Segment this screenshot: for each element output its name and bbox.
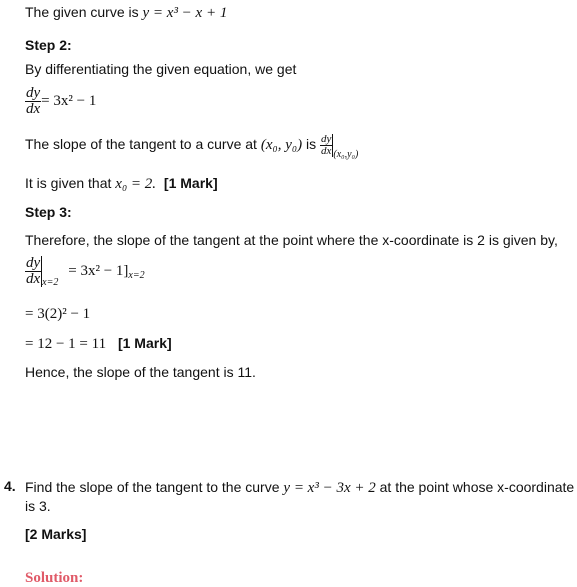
derivative-equation (25, 86, 96, 117)
given-curve-line (25, 3, 227, 22)
x0-value: x₀ = 2. (115, 176, 157, 192)
evaluated-rhs: = 3x² − 1] (68, 263, 129, 280)
therefore-text: Therefore, the slope of the tangent at the point where the x-coordinate is 2 is given by, (25, 232, 558, 248)
fraction-numerator: dy (320, 133, 332, 145)
given-curve-text: The given curve is (25, 4, 143, 20)
dy-dx-fraction (25, 86, 41, 117)
result-equation: = 12 − 1 = 11 (25, 336, 107, 352)
fraction-denominator: dx (320, 145, 332, 157)
fraction-denominator: dx (26, 271, 41, 287)
question-marks: [2 Marks] (25, 526, 87, 542)
differentiate-text: By differentiating the given equation, we get (25, 61, 297, 77)
given-curve-equation: y = x³ − x + 1 (142, 5, 228, 21)
fraction-numerator: dy (26, 255, 41, 271)
substitution-line: = 3(2)² − 1 (25, 306, 91, 322)
derivative-rhs: = 3x² − 1 (41, 93, 97, 110)
solution-heading: Solution: (25, 570, 84, 586)
mark-badge: [1 Mark] (163, 175, 218, 191)
step-3-heading: Step 3: (25, 204, 72, 220)
is-word: is (302, 136, 320, 153)
fraction-denominator: dx (26, 101, 41, 117)
x-equals-2-subscript: x=2 (42, 277, 59, 289)
dy-dx-small-fraction (320, 134, 333, 157)
question-text-line-1 (25, 478, 574, 497)
question-curve-equation: y = x³ − 3x + 2 (283, 480, 376, 496)
conclusion-text: Hence, the slope of the tangent is 11. (25, 364, 256, 380)
question-number: 4. (4, 478, 16, 494)
point-x0-y0: (x₀, y₀) (260, 137, 303, 154)
given-x0-line (25, 174, 218, 193)
slope-definition-line (25, 133, 359, 161)
given-x0-text: It is given that (25, 175, 116, 191)
slope-definition-text: The slope of the tangent to a curve at (25, 136, 261, 153)
question-text-line-2: is 3. (25, 498, 51, 514)
question-text-b: at the point whose x-coordinate (375, 479, 575, 495)
mark-badge: [1 Mark] (117, 335, 172, 351)
dy-dx-bracket-fraction (25, 256, 42, 287)
rhs-subscript: x=2 (128, 270, 145, 282)
fraction-numerator: dy (26, 85, 41, 101)
step-2-heading: Step 2: (25, 37, 72, 53)
evaluation-subscript: (x₀,y₀) (333, 149, 359, 161)
result-line (25, 334, 172, 353)
question-text-a: Find the slope of the tangent to the curve (25, 479, 284, 495)
evaluated-derivative-line (25, 256, 145, 287)
